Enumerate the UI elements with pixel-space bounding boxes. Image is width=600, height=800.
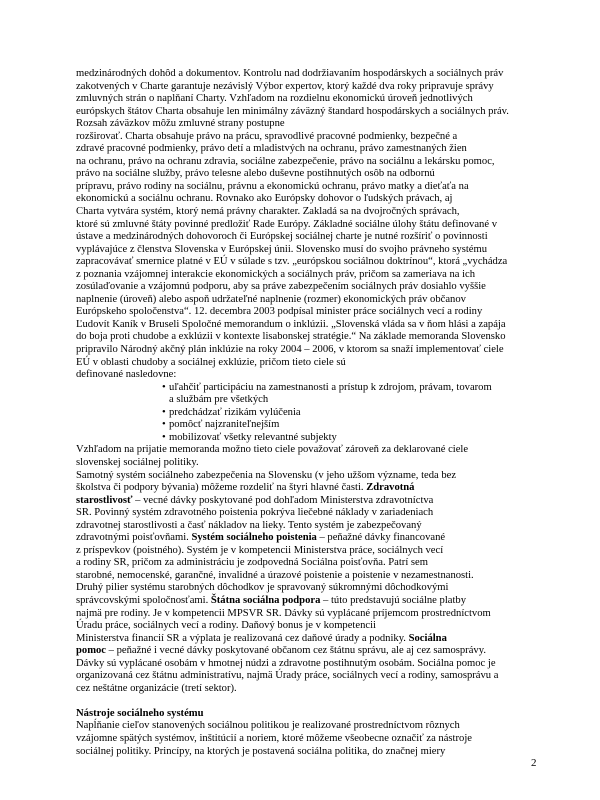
line-text: Ministerstva financií SR a výplata je realizovaná cez daňové úrady a podniky. (76, 632, 409, 644)
line-text: Charta vytvára systém, ktorý nemá právny charakter. Zakladá sa na dvojročných správach, (76, 206, 460, 218)
line-text: prípravu, právo rodiny na sociálnu, právnu a ekonomickú ochranu, právo matky a dieťaťa na (76, 180, 469, 192)
text-line (76, 118, 536, 131)
line-text: ústave a medzinárodných dohovoroch či Európskej sociálnej charte je nutné rozšíriť o povinnosti (76, 231, 488, 243)
line-text: správcovskými spoločnosťami. (76, 594, 211, 606)
text-line (76, 645, 536, 658)
line-text: ekonomickú a sociálnu ochranu. Rovnako ako Európsky dohovor o ľudských právach, aj (76, 193, 453, 205)
bullet-icon: • (162, 419, 166, 431)
bold-term: Nástroje sociálneho systému (76, 707, 204, 719)
line-text: pripravilo Národný akčný plán inklúzie na roky 2004 – 2006, v ktorom sa snaží implementovať ciele (76, 344, 504, 356)
line-text: školstva či podpory bývania) môžeme rozdeliť na štyri hlavné časti. (76, 482, 367, 494)
line-text: Rozsah záväzkov môžu zmluvné strany postupne (76, 118, 285, 130)
text-line (76, 683, 536, 696)
line-text: najmä pre rodiny. Je v kompetencii MPSVR SR. Dávky sú vyplácané príjemcom prostredníctvom (76, 607, 491, 619)
line-text: Ľudovít Kaník v Bruseli Spoločné memorandum o inklúzii. „Slovenská vláda sa v ňom hlási a zapája (76, 318, 506, 330)
text-line (76, 444, 536, 457)
text-line (76, 545, 536, 558)
text-line (76, 331, 536, 344)
text-line (76, 720, 536, 733)
bold-term: Štátna sociálna podpora (210, 594, 321, 606)
line-text: a rodiny SR, pričom za administráciu je zodpovedná Sociálna poisťovňa. Patrí sem (76, 557, 428, 569)
text-line (76, 256, 536, 269)
text-line (76, 633, 536, 646)
bullet-text: uľahčiť participáciu na zamestnanosti a prístup k zdrojom, právam, tovarom (169, 381, 492, 393)
line-text: na ochranu, právo na ochranu zdravia, sociálne zabezpečenie, právo na sociálnu a lekársku pomoc, (76, 155, 495, 167)
bold-term: Systém sociálneho poistenia (191, 532, 317, 544)
text-line (76, 658, 536, 671)
text-line (76, 156, 536, 169)
line-text: EÚ v oblasti chudoby a sociálnej exklúzie, pričom tieto ciele sú (76, 356, 346, 368)
text-line (76, 708, 536, 721)
text-line (76, 131, 536, 144)
text-line (76, 168, 536, 181)
line-text: Dávky sú vyplácané osobám v hmotnej núdzi a zdravotne postihnutým osobám. Sociálna pomoc je (76, 657, 496, 669)
line-text: Európskeho spoločenstva“. 12. decembra 2003 podpísal minister práce sociálnych vecí a rodiny (76, 306, 483, 318)
text-line (76, 81, 536, 94)
page-number: 2 (531, 757, 537, 769)
line-text: zmluvných strán o naplňaní Charty. Vzhľadom na rozdielnu ekonomickú úroveň jednotlivých (76, 93, 473, 105)
bold-term: Sociálna (408, 632, 447, 644)
line-text: slovenskej sociálnej politiky. (76, 456, 199, 468)
line-text: Druhý pilier systému starobných dôchodkov je spravovaný súkromnými dôchodkovými (76, 582, 449, 594)
text-line (76, 532, 536, 545)
text-line (76, 369, 536, 382)
line-text: naplnenie (úroveň) alebo aspoň udržateľné naplnenie (rozmer) ekonomických práv občanov (76, 293, 466, 305)
text-line (76, 620, 536, 633)
text-line (76, 670, 536, 683)
bullet-item (76, 432, 536, 445)
line-text: ktoré sú zmluvné štáty povinné predložiť Rade Európy. Základné sociálne úlohy štátu definované v (76, 218, 497, 230)
line-text: do boja proti chudobe a exklúzii v kontexte lisabonskej stratégie.“ Na základe memoranda Slovensko (76, 331, 506, 343)
bold-term: Zdravotná (366, 482, 415, 494)
text-line (76, 306, 536, 319)
bold-term: pomoc (76, 645, 107, 657)
line-text: medzinárodných dohôd a dokumentov. Kontrolu nad dodržiavaním hospodárskych a sociálnych práv (76, 68, 504, 79)
bullet-text: predchádzať rizikám vylúčenia (169, 406, 301, 418)
text-line (76, 470, 536, 483)
text-line (76, 457, 536, 470)
bullet-text: pomôcť najzraniteľnejším (169, 419, 280, 431)
line-text: Samotný systém sociálneho zabezpečenia na Slovensku (v jeho užšom význame, teda bez (76, 469, 457, 481)
bullet-item (76, 419, 536, 432)
text-line (76, 570, 536, 583)
line-text: zosúlaďovanie a vzájomnú podporu, aby sa práve zabezpečením sociálnych práv dosiahlo vyššie (76, 281, 486, 293)
line-text: zdravotnej starostlivosti a časť nákladov na lieky. Tento systém je zabezpečovaný (76, 519, 422, 531)
text-line (76, 181, 536, 194)
text-line (76, 219, 536, 232)
line-text: definované nasledovne: (76, 369, 177, 381)
bullet-item (76, 394, 536, 407)
line-text: Úradu práce, sociálnych vecí a rodiny. Daňový bonus je v kompetencii (76, 620, 376, 632)
line-text: sociálnej politiky. Princípy, na ktorých je postavená sociálna politika, do značnej miery (76, 745, 446, 757)
blank-line (76, 695, 536, 708)
text-line (76, 143, 536, 156)
text-line (76, 68, 536, 81)
line-text: rozširovať. Charta obsahuje právo na prácu, spravodlivé pracovné podmienky, bezpečné a (76, 130, 458, 142)
line-text: Napĺňanie cieľov stanovených sociálnou politikou je realizované prostredníctvom rôznych (76, 720, 460, 732)
text-line (76, 344, 536, 357)
line-text: z poznania vzájomnej interakcie ekonomických a sociálnych práv, pričom sa zameriava na ich (76, 268, 476, 280)
text-line (76, 357, 536, 370)
bullet-icon: • (162, 381, 166, 393)
line-text: starobné, nemocenské, garančné, invalidné a úrazové poistenie a poistenie v nezamestnanosti. (76, 569, 474, 581)
line-text: organizovaná cez štátnu administratívu, najmä Úrady práce, sociálnych vecí a rodiny, samosprávu a (76, 670, 499, 682)
line-text: – vecné dávky poskytované pod dohľadom Ministerstva zdravotníctva (132, 494, 434, 506)
line-text: právo na sociálne služby, právo telesne alebo duševne postihnutých osôb na odbornú (76, 168, 435, 180)
line-text: z príspevkov (poistného). Systém je v kompetencii Ministerstva práce, sociálnych vecí (76, 544, 444, 556)
text-line (76, 582, 536, 595)
line-text: európskych štátov Charta obsahuje len minimálny záväzný štandard hospodárskych a sociálnych práv. (76, 105, 509, 117)
text-line (76, 193, 536, 206)
text-line (76, 520, 536, 533)
text-line (76, 244, 536, 257)
bullet-text: a službám pre všetkých (169, 394, 269, 406)
text-line (76, 495, 536, 508)
bold-term: starostlivosť (76, 494, 133, 506)
text-line (76, 507, 536, 520)
line-text: vzájomne spätých systémov, inštitúcií a noriem, ktoré môžeme všeobecne označiť za nástroje (76, 732, 472, 744)
text-line (76, 482, 536, 495)
line-text: – peňažné i vecné dávky poskytované občanom cez štátnu správu, ale aj cez samosprávy. (106, 645, 486, 657)
bullet-icon: • (162, 431, 166, 443)
text-line (76, 557, 536, 570)
bullet-item (76, 407, 536, 420)
bullet-item (76, 382, 536, 395)
line-text: – túto predstavujú sociálne platby (320, 594, 467, 606)
line-text: zapracovávať smernice platné v EÚ v súlade s tzv. „európskou sociálnou doktrínou“, ktorá „vychádza (76, 256, 508, 268)
line-text: zdravé pracovné podmienky, právo detí a mladistvých na ochranu, právo zamestnaných žien (76, 143, 467, 155)
text-line (76, 608, 536, 621)
text-line (76, 269, 536, 282)
text-line (76, 294, 536, 307)
bullet-icon: • (162, 406, 166, 418)
text-line (76, 206, 536, 219)
line-text: Vzhľadom na prijatie memoranda možno tieto ciele považovať zároveň za deklarované ciele (76, 444, 469, 456)
text-line (76, 319, 536, 332)
bullet-text: mobilizovať všetky relevantné subjekty (169, 431, 337, 443)
line-text: – peňažné dávky financované (316, 532, 446, 544)
line-text: SR. Povinný systém zdravotného poistenia pokrýva liečebné náklady v zariadeniach (76, 507, 434, 519)
text-line (76, 106, 536, 119)
line-text: zdravotnými poisťovňami. (76, 532, 192, 544)
line-text: cez neštátne organizácie (tretí sektor). (76, 682, 237, 694)
text-line (76, 595, 536, 608)
line-text: zakotvených v Charte garantuje nezávislý Výbor expertov, ktorý každé dva roky pripravuje správy (76, 80, 494, 92)
text-line (76, 281, 536, 294)
text-line (76, 746, 536, 759)
body-text (76, 68, 536, 758)
text-line (76, 733, 536, 746)
text-line (76, 231, 536, 244)
text-line (76, 93, 536, 106)
line-text: vyplávajúce z členstva Slovenska v Európskej únii. Slovensko musí do svojho právneho systému (76, 243, 488, 255)
